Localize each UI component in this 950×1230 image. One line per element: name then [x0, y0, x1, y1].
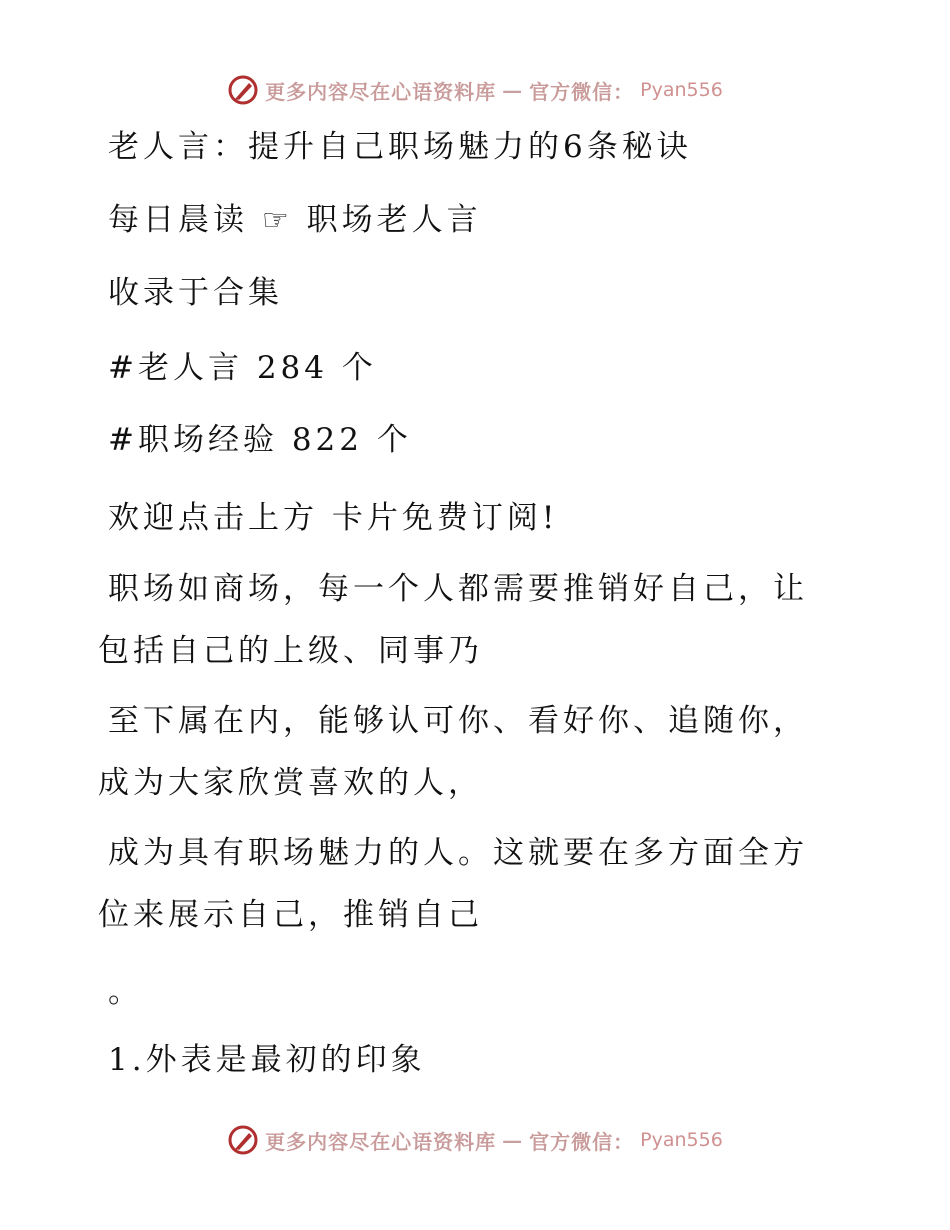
article-title: 老人言：提升自己职场魅力的6条秘诀 [108, 129, 692, 165]
section-heading: 1.外表是最初的印象 [108, 1042, 426, 1078]
watermark-text: 更多内容尽在心语资料库 [265, 79, 497, 104]
tag-zhichang-jingyan[interactable]: #职场经验 822 个 [108, 422, 412, 458]
paragraph-2 [98, 690, 833, 814]
quill-logo-icon [227, 74, 259, 106]
watermark-dash: — [502, 1128, 524, 1152]
collection-label: 收录于合集 [108, 275, 283, 311]
header-watermark [0, 70, 950, 110]
watermark-handle: Pyan556 [640, 1129, 723, 1151]
paragraph-1-text: 职场如商场，每一个人都需要推销好自己，让包括自己的上级、同事乃 [98, 571, 808, 669]
period-line: 。 [108, 974, 143, 1010]
subscribe-text: 欢迎点击上方 卡片免费订阅! [108, 500, 559, 536]
watermark-wechat-label: 官方微信： [529, 79, 635, 104]
tag-laorenyan[interactable]: #老人言 284 个 [108, 350, 377, 386]
paragraph-1 [98, 558, 833, 682]
column-name: 职场老人言 [306, 202, 482, 238]
watermark-text: 更多内容尽在心语资料库 [265, 1129, 497, 1154]
watermark-dash: — [502, 78, 524, 102]
paragraph-2-text: 至下属在内，能够认可你、看好你、追随你，成为大家欣赏喜欢的人， [98, 703, 808, 801]
column-prefix: 每日晨读 [108, 202, 248, 238]
watermark-wechat-label: 官方微信： [529, 1129, 635, 1154]
footer-watermark [0, 1120, 950, 1160]
quill-logo-icon [227, 1124, 259, 1156]
column-line [108, 200, 482, 241]
paragraph-3-text: 成为具有职场魅力的人。这就要在多方面全方位来展示自己，推销自己 [98, 835, 808, 933]
watermark-handle: Pyan556 [640, 79, 723, 101]
paragraph-3 [98, 822, 833, 946]
pointing-hand-icon: ☞ [261, 203, 293, 238]
